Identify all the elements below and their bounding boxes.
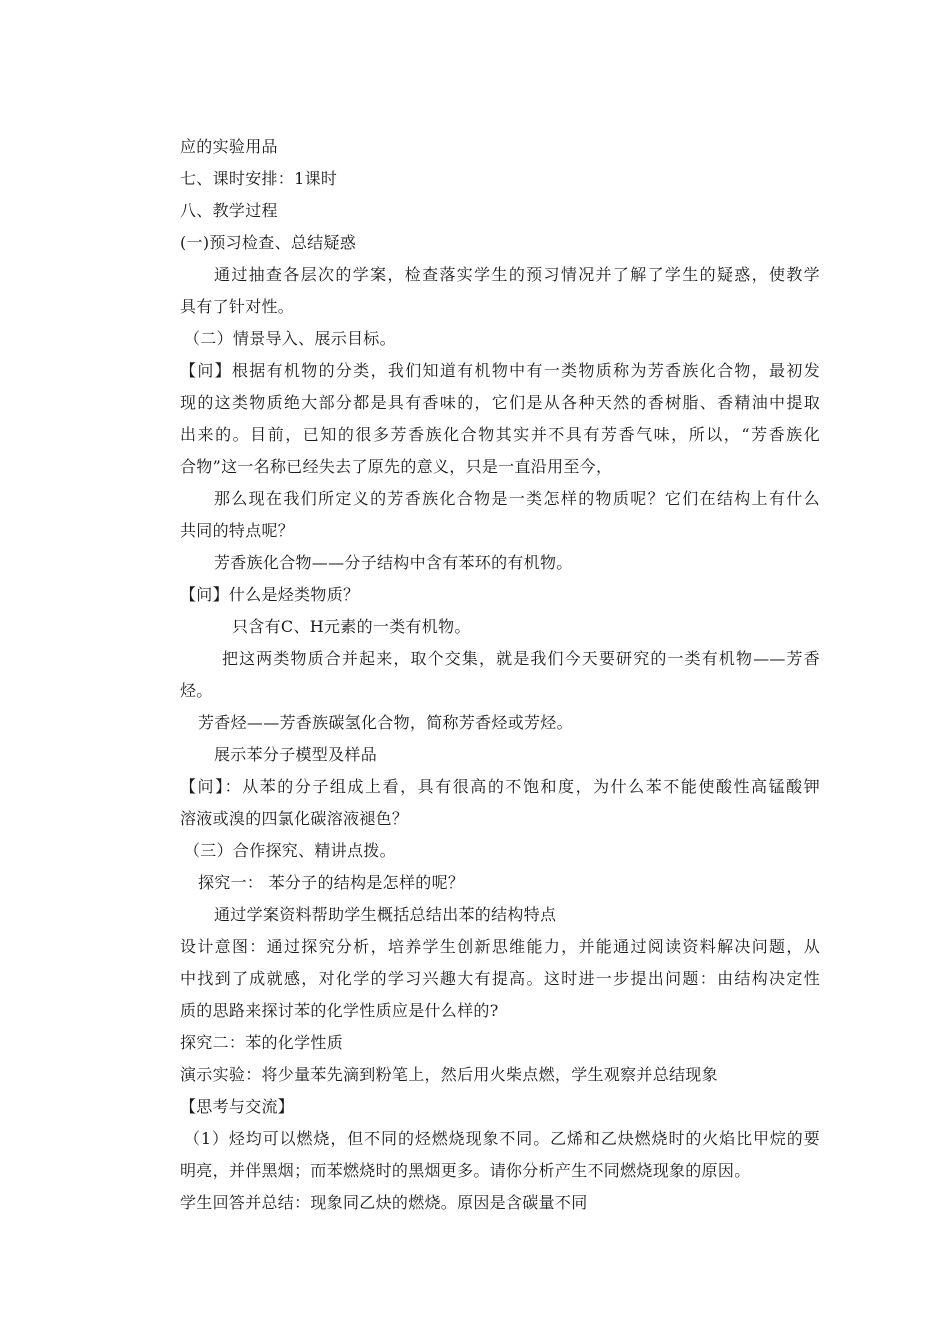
text-line: 把这两类物质合并起来，取个交集，就是我们今天要研究的一类有机物——芳香 bbox=[222, 649, 820, 668]
section-heading-process: 八、教学过程 bbox=[180, 201, 278, 220]
answer-line: 只含有C、H元素的一类有机物。 bbox=[232, 617, 471, 636]
text-line: 共同的特点呢？ bbox=[180, 521, 295, 540]
text-line: 那么现在我们所定义的芳香族化合物是一类怎样的物质呢？它们在结构上有什么 bbox=[214, 489, 820, 508]
text-line: 【思考与交流】 bbox=[180, 1097, 295, 1116]
text-line: 通过抽查各层次的学案，检查落实学生的预习情况并了解了学生的疑惑，使教学 bbox=[214, 265, 820, 284]
text-line: 展示苯分子模型及样品 bbox=[214, 745, 378, 764]
subsection-heading-explore: （三）合作探究、精讲点拨。 bbox=[184, 841, 396, 860]
text-line: 明亮，并伴黑烟；而苯燃烧时的黑烟更多。请你分析产生不同燃烧现象的原因。 bbox=[180, 1161, 751, 1180]
text-line: 通过学案资料帮助学生概括总结出苯的结构特点 bbox=[214, 905, 557, 924]
text-line: 设计意图：通过探究分析，培养学生创新思维能力，并能通过阅读资料解决问题，从 bbox=[180, 937, 820, 956]
section-heading-schedule: 七、课时安排：1课时 bbox=[180, 169, 338, 188]
text-line: 演示实验：将少量苯先滴到粉笔上，然后用火柴点燃，学生观察并总结现象 bbox=[180, 1065, 718, 1084]
text-line: 质的思路来探讨苯的化学性质应是什么样的? bbox=[180, 1001, 499, 1020]
question-line: 【问】：从苯的分子组成上看，具有很高的不饱和度，为什么苯不能使酸性高锰酸钾 bbox=[180, 777, 820, 796]
text-line: 应的实验用品 bbox=[180, 137, 278, 156]
text-line: （1）烃均可以燃烧，但不同的烃燃烧现象不同。乙烯和乙炔燃烧时的火焰比甲烷的要 bbox=[184, 1129, 820, 1148]
text-line: 中找到了成就感，对化学的学习兴趣大有提高。这时进一步提出问题：由结构决定性 bbox=[180, 969, 820, 988]
definition-line: 芳香烃——芳香族碳氢化合物，简称芳香烃或芳烃。 bbox=[198, 713, 573, 732]
question-line: 【问】根据有机物的分类，我们知道有机物中有一类物质称为芳香族化合物，最初发 bbox=[180, 361, 820, 380]
text-line: 出来的。目前，已知的很多芳香族化合物其实并不具有芳香气味，所以，“芳香族化 bbox=[180, 425, 820, 444]
subsection-heading-preview: (一)预习检查、总结疑惑 bbox=[180, 233, 357, 252]
text-line: 现的这类物质绝大部分都是具有香味的，它们是从各种天然的香树脂、香精油中提取 bbox=[180, 393, 820, 412]
text-line: 合物”这一名称已经失去了原先的意义，只是一直沿用至今， bbox=[180, 457, 613, 476]
definition-line: 芳香族化合物——分子结构中含有苯环的有机物。 bbox=[214, 553, 573, 572]
text-line: 探究一： 苯分子的结构是怎样的呢？ bbox=[198, 873, 465, 892]
text-line: 学生回答并总结：现象同乙炔的燃烧。原因是含碳量不同 bbox=[180, 1193, 588, 1212]
subsection-heading-intro: （二）情景导入、展示目标。 bbox=[184, 329, 396, 348]
text-line: 溶液或溴的四氯化碳溶液褪色？ bbox=[180, 809, 409, 828]
question-line: 【问】什么是烃类物质？ bbox=[180, 585, 360, 604]
text-line: 烃。 bbox=[180, 681, 213, 700]
text-line: 探究二：苯的化学性质 bbox=[180, 1033, 344, 1052]
text-line: 具有了针对性。 bbox=[180, 297, 295, 316]
